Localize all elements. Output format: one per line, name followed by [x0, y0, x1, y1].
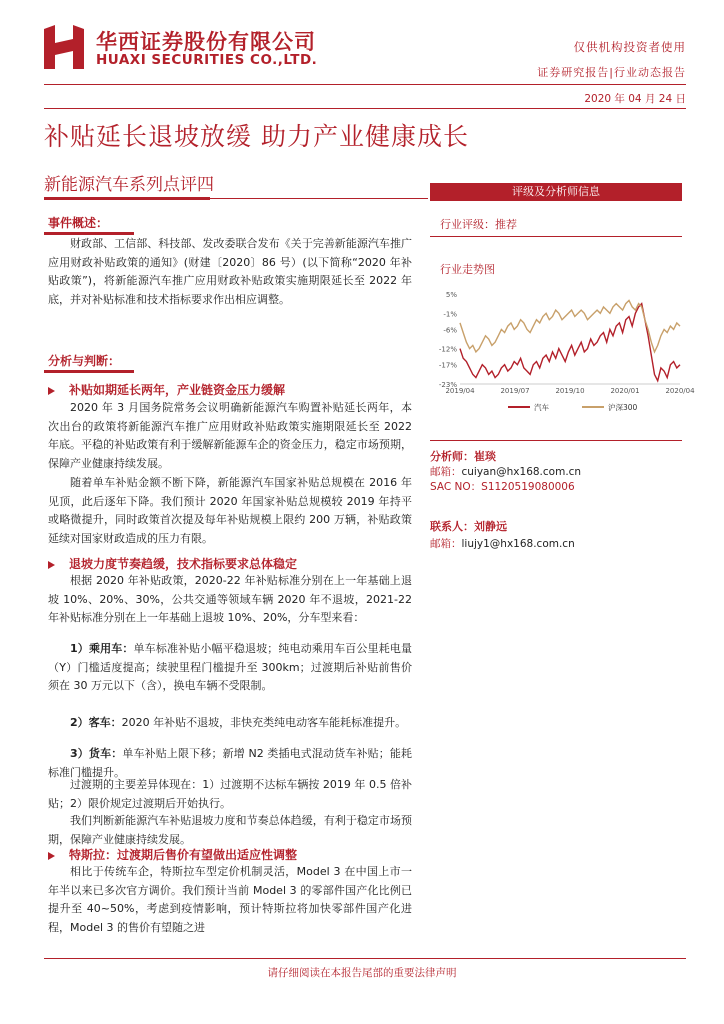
- bullet-arrow-icon: [48, 387, 55, 395]
- x-tick-label: 2019/04: [445, 387, 475, 395]
- b2-paragraph-3: 我们判断新能源汽车补贴退坡力度和节奏总体趋缓，有利于稳定市场预期，保障产业健康持续发展。: [48, 814, 412, 846]
- analysis-heading: 分析与判断：: [48, 354, 121, 368]
- rating-divider: [430, 236, 682, 237]
- bullet-2-title: 退坡力度节奏趋缓，技术指标要求总体稳定: [48, 555, 297, 572]
- bullet-arrow-icon: [48, 852, 55, 860]
- legend-label: 汽车: [534, 403, 549, 412]
- analyst-email: 邮箱：cuiyan@hx168.com.cn: [430, 466, 582, 478]
- b2-paragraph-2: 过渡期的主要差异体现在：1）过渡期不达标车辆按 2019 年 0.5 倍补贴；2）限价规定过渡期后开始执行。: [48, 778, 412, 810]
- industry-rating: 行业评级：推荐: [440, 218, 517, 231]
- y-tick-label: -12%: [438, 345, 457, 354]
- series-line-auto: [460, 304, 680, 381]
- subtitle-underline: [44, 197, 210, 200]
- contact-email: 邮箱：liujy1@hx168.com.cn: [430, 538, 575, 550]
- company-name-en: HUAXI SECURITIES CO.,LTD.: [96, 52, 318, 68]
- x-tick-label: 2019/07: [500, 387, 530, 395]
- bullet-1-title: 补贴如期延长两年，产业链资金压力缓解: [48, 381, 285, 398]
- contact-line: 联系人：刘静远: [430, 520, 507, 533]
- analysis-heading-bar: [44, 370, 134, 373]
- footer-divider: [44, 958, 686, 959]
- x-tick-label: 2020/01: [610, 387, 640, 395]
- y-tick-label: -23%: [438, 381, 457, 389]
- event-text: 财政部、工信部、科技部、发改委联合发布《关于完善新能源汽车推广应用财政补贴政策的通知》(财建〔2020〕86 号）(以下简称“2020 年补贴政策”)，将新能源汽车推广应用财政补贴政策实施期限延长至 2022 年底，并对补贴标准和技术指标要求作出相应调整。: [48, 237, 412, 306]
- company-name-cn: 华西证券股份有限公司: [96, 30, 316, 54]
- panel-header: 评级及分析师信息: [430, 183, 682, 201]
- investor-notice: 仅供机构投资者使用: [573, 40, 686, 54]
- legal-notice[interactable]: 请仔细阅读在本报告尾部的重要法律声明: [267, 967, 457, 979]
- company-logo-icon: [44, 25, 84, 69]
- trend-chart: [430, 288, 695, 418]
- x-tick-label: 2019/10: [555, 387, 585, 395]
- y-tick-label: -17%: [438, 361, 457, 370]
- report-title: 补贴延长退坡放缓 助力产业健康成长: [44, 122, 469, 151]
- b2-paragraph-1: 根据 2020 年补贴政策，2020-22 年补贴标准分别在上一年基础上退坡 10%、20%、30%，公共交通等领域车辆 2020 年不退坡，2021-22 年补贴标准分别在上一年基础上退坡 10%、20%，分车型来看：: [48, 574, 412, 625]
- analyst-sac: SAC NO：S1120519080006: [430, 481, 575, 493]
- y-tick-label: -6%: [443, 326, 457, 335]
- subtitle-rule: [210, 198, 428, 199]
- b1-paragraph-2: 随着单车补贴金额不断下降，新能源汽车国家补贴总规模在 2016 年见顶，此后逐年下降。我们预计 2020 年国家补贴总规模较 2019 年持平或略微提升，同时政策首次提及每年补贴规模上限约 200 万辆，补贴政策延续对国家财政造成的压力有限。: [48, 476, 412, 545]
- b2-item-bus: 2）客车：2020 年补贴不退坡，非快充类纯电动客车能耗标准提升。: [70, 716, 407, 729]
- b2-item-truck: 3）货车：单车补贴上限下移；新增 N2 类插电式混动货车补贴；能耗标准门槛提升。: [48, 747, 412, 779]
- x-tick-label: 2020/04: [665, 387, 695, 395]
- report-date: 2020 年 04 月 24 日: [584, 93, 686, 105]
- date-divider: [44, 108, 686, 109]
- bullet-arrow-icon: [48, 561, 55, 569]
- b2-item-passenger: 1）乘用车：单车标准补贴小幅平稳退坡；纯电动乘用车百公里耗电量（Y）门槛适度提高；续驶里程门槛提升至 300km；过渡期后补贴前售价须在 30 万元以下（含），换电车辆不受限制。: [48, 642, 413, 693]
- bullet-3-title: 特斯拉：过渡期后售价有望做出适应性调整: [48, 846, 297, 863]
- legend-label: 沪深300: [608, 403, 638, 412]
- trend-label: 行业走势图: [440, 263, 495, 276]
- header-divider: [44, 84, 686, 85]
- b1-paragraph-1: 2020 年 3 月国务院常务会议明确新能源汽车购置补贴延长两年，本次出台的政策将新能源汽车推广应用财政补贴政策实施期限延长至 2022 年底。平稳的补贴政策有利于缓解新能源车企的资金压力，稳定市场预期，保障产业健康持续发展。: [48, 401, 412, 470]
- report-category: 证券研究报告|行业动态报告: [537, 66, 686, 79]
- series-line-hs300: [460, 300, 680, 352]
- y-tick-label: -1%: [443, 310, 457, 319]
- event-heading: 事件概述：: [48, 216, 109, 230]
- report-subtitle: 新能源汽车系列点评四: [44, 175, 214, 195]
- y-tick-label: 5%: [445, 291, 457, 299]
- chart-divider: [430, 440, 682, 441]
- analyst-line: 分析师：崔琰: [430, 450, 496, 463]
- b3-paragraph-1: 相比于传统车企，特斯拉车型定价机制灵活，Model 3 在中国上市一年半以来已多次官方调价。我们预计当前 Model 3 的零部件国产化比例已提升至 40~50%，考虑到疫情影响，预计特斯拉将加快零部件国产化进程，Model 3 的售价有望随之进: [48, 865, 412, 934]
